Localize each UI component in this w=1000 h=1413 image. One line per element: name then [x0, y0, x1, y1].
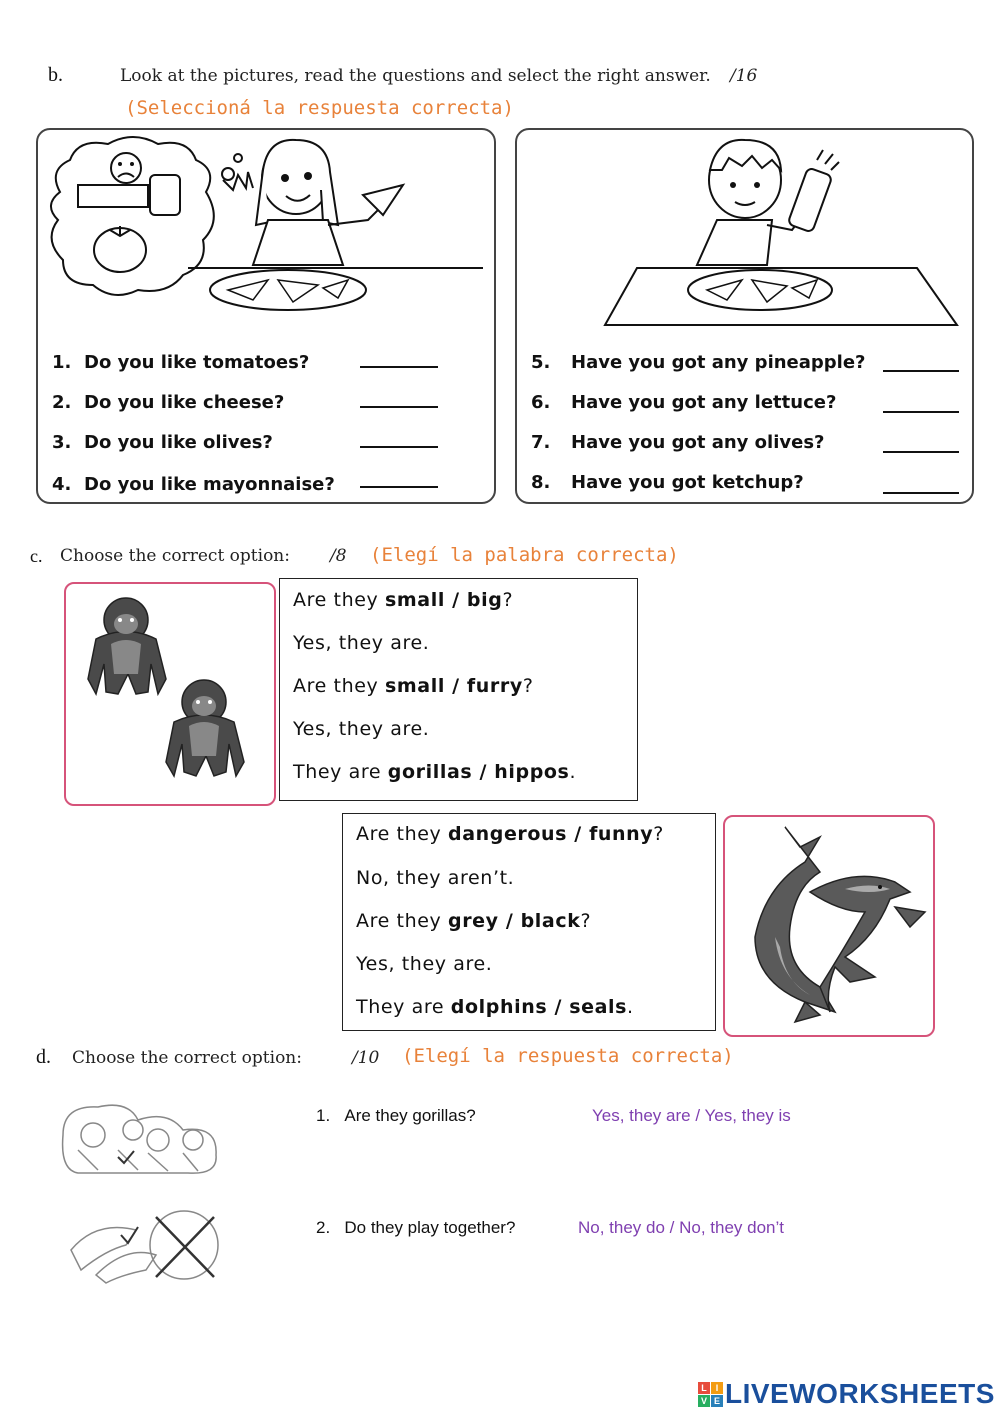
boy-figure	[697, 140, 839, 265]
section-c-letter: c.	[30, 546, 43, 566]
answer-blank-1[interactable]	[360, 366, 438, 368]
answer-blank-6[interactable]	[883, 411, 959, 413]
question-2: 2. Do you like cheese?	[52, 392, 285, 413]
cross-mark-icon	[156, 1217, 214, 1277]
option-choice[interactable]: dangerous / funny	[448, 823, 654, 845]
option-choice[interactable]: small / big	[385, 589, 503, 611]
liveworksheets-logo	[698, 1378, 995, 1410]
d-question-1: 1. Are they gorillas?	[316, 1106, 476, 1125]
question-5: 5. Have you got any pineapple?	[531, 352, 866, 373]
dolphins-picture-frame	[723, 815, 935, 1037]
section-d-instruction: Choose the correct option:	[72, 1048, 302, 1068]
dolphins-line-3: Are they grey / black?	[356, 910, 592, 932]
answer-blank-7[interactable]	[883, 451, 959, 453]
option-choice[interactable]: small / furry	[385, 675, 523, 697]
option-choice[interactable]: dolphins / seals	[450, 996, 628, 1018]
logo-wordmark: LIVEWORKSHEETS	[725, 1378, 995, 1409]
answer-blank-5[interactable]	[883, 370, 959, 372]
question-6: 6. Have you got any lettuce?	[531, 392, 837, 413]
question-4: 4. Do you like mayonnaise?	[52, 474, 335, 495]
question-8: 8. Have you got ketchup?	[531, 472, 804, 493]
answer-blank-2[interactable]	[360, 406, 438, 408]
section-b-translation: (Seleccioná la respuesta correcta)	[125, 97, 514, 119]
dolphins-illustration	[725, 817, 933, 1035]
gorillas-line-1: Are they small / big?	[293, 589, 514, 611]
answer-blank-8[interactable]	[883, 492, 959, 494]
girl-at-table-illustration	[38, 130, 494, 345]
gorillas-line-3: Are they small / furry?	[293, 675, 534, 697]
mayonnaise-jar-icon	[150, 175, 180, 215]
section-d-score: /10	[352, 1048, 380, 1068]
section-b-instruction: Look at the pictures, read the questions and select the right answer.	[120, 66, 711, 86]
gorillas-line-5: They are gorillas / hippos.	[293, 761, 577, 783]
ketchup-bottle-icon	[788, 167, 833, 232]
d-question-2: 2. Do they play together?	[316, 1218, 516, 1237]
gorillas-line-2: Yes, they are.	[293, 632, 430, 654]
answer-blank-4[interactable]	[360, 486, 438, 488]
gorillas-sketch-image	[58, 1095, 222, 1177]
dolphins-line-5: They are dolphins / seals.	[356, 996, 634, 1018]
d-options-1[interactable]: Yes, they are / Yes, they is	[592, 1106, 791, 1125]
option-choice[interactable]: grey / black	[448, 910, 581, 932]
section-d-translation: (Elegí la respuesta correcta)	[402, 1045, 734, 1067]
option-choice[interactable]: gorillas / hippos	[387, 761, 570, 783]
section-b-score: /16	[730, 66, 758, 86]
section-c-instruction: Choose the correct option:	[60, 546, 290, 566]
dolphins-line-2: No, they aren’t.	[356, 867, 515, 889]
section-c-translation: (Elegí la palabra correcta)	[370, 544, 679, 566]
gorillas-options-box	[279, 578, 638, 801]
section-c-score: /8	[330, 546, 347, 566]
pizza-slice-icon	[363, 185, 403, 215]
question-3: 3. Do you like olives?	[52, 432, 273, 453]
girl-figure	[223, 140, 403, 265]
gorillas-illustration	[66, 584, 274, 804]
section-d-letter: d.	[36, 1046, 51, 1068]
gorillas-picture-frame	[64, 582, 276, 806]
panel-boy	[515, 128, 974, 504]
dolphins-sketch-image	[66, 1205, 222, 1285]
dolphins-options-box	[342, 813, 716, 1031]
section-b-letter: b.	[48, 64, 63, 86]
dolphins-line-4: Yes, they are.	[356, 953, 493, 975]
answer-blank-3[interactable]	[360, 446, 438, 448]
panel-girl	[36, 128, 496, 504]
question-1: 1. Do you like tomatoes?	[52, 352, 310, 373]
logo-badge-icon: L I V E	[698, 1382, 723, 1407]
d-options-2[interactable]: No, they do / No, they don’t	[578, 1218, 785, 1237]
sad-face-icon	[111, 153, 141, 183]
gorillas-line-4: Yes, they are.	[293, 718, 430, 740]
dolphins-line-1: Are they dangerous / funny?	[356, 823, 664, 845]
question-7: 7. Have you got any olives?	[531, 432, 825, 453]
boy-at-table-illustration	[517, 130, 972, 345]
